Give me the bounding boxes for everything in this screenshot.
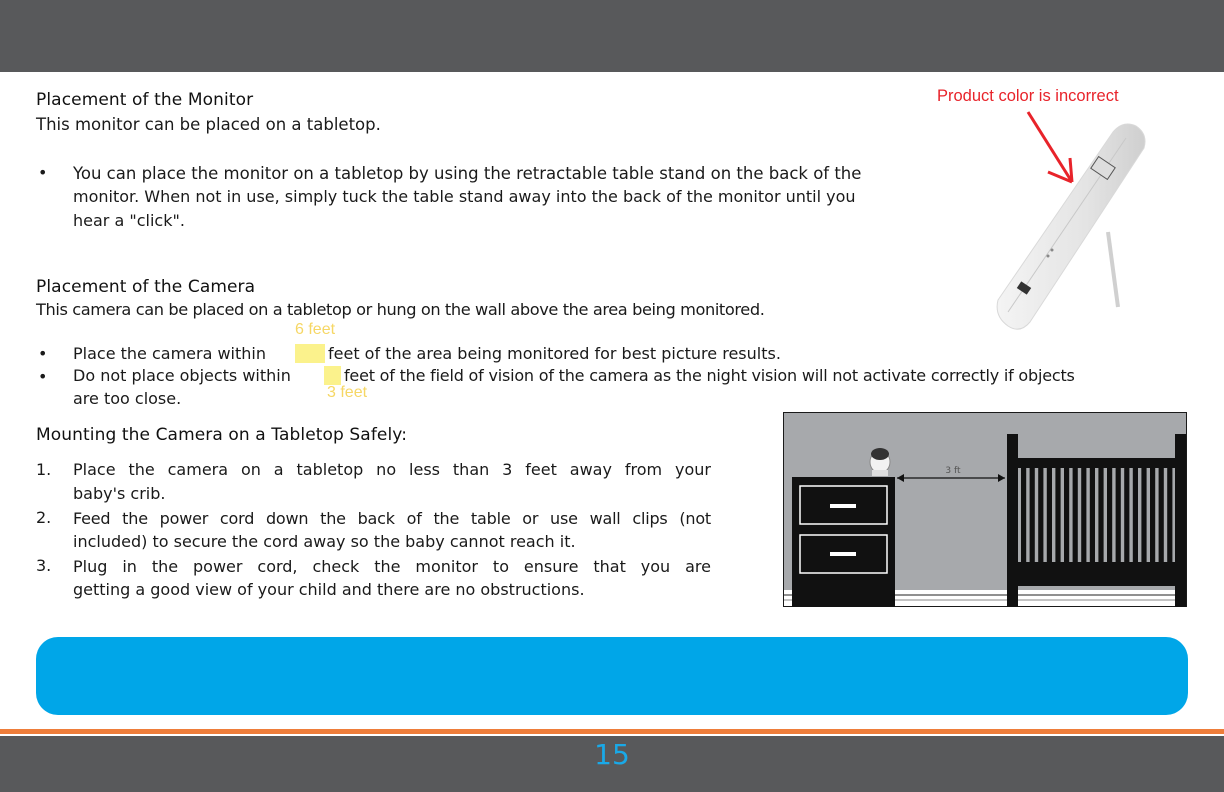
crib-slat	[1141, 468, 1146, 562]
step-number: 1.	[36, 460, 52, 479]
crib-slat	[1073, 468, 1078, 562]
blank-highlight	[295, 344, 325, 363]
crib-slat	[1167, 468, 1172, 562]
crib-slat	[1090, 468, 1095, 562]
header-bar	[0, 0, 1224, 72]
camera-bullet1-pre: Place the camera within	[73, 344, 266, 363]
step-1-line2: baby's crib.	[73, 484, 166, 503]
blank-highlight	[324, 366, 341, 385]
product-color-annotation: Product color is incorrect	[937, 87, 1119, 105]
page-number: 15	[594, 738, 630, 771]
monitor-bullet-line2: monitor. When not in use, simply tuck the table stand away into the back of the monitor until you	[73, 187, 856, 206]
monitor-heading: Placement of the Monitor	[36, 90, 254, 110]
monitor-bullet-line3: hear a "click".	[73, 211, 185, 230]
camera-heading: Placement of the Camera	[36, 277, 256, 297]
crib-slat	[1116, 468, 1121, 562]
step-2-line2: included) to secure the cord away so the baby cannot reach it.	[73, 532, 576, 551]
crib-slat	[1055, 468, 1060, 562]
camera-bullet2-pre: Do not place objects within	[73, 366, 291, 385]
crib-slat	[1150, 468, 1155, 562]
monitor-intro: This monitor can be placed on a tabletop.	[36, 115, 381, 134]
crib-slat	[1047, 468, 1052, 562]
crib-slat	[1159, 468, 1164, 562]
mounting-heading: Mounting the Camera on a Tabletop Safely:	[36, 425, 408, 445]
crib-slat	[1124, 468, 1129, 562]
monitor-bullet-line1: You can place the monitor on a tabletop by using the retractable table stand on the back of the	[73, 164, 862, 183]
step-3-line2: getting a good view of your child and there are no obstructions.	[73, 580, 585, 599]
distance-label: 3 ft	[945, 466, 961, 476]
step-number: 3.	[36, 556, 52, 575]
crib-slat	[1064, 468, 1069, 562]
bullet-symbol: •	[38, 163, 48, 182]
bullet-symbol: •	[38, 344, 48, 363]
bullet-symbol: •	[38, 367, 48, 386]
crib-slat	[1038, 468, 1043, 562]
crib-slat	[1098, 468, 1103, 562]
crib-slat	[1133, 468, 1138, 562]
step-1-line1: Place the camera on a tabletop no less than 3 feet away from your	[73, 460, 711, 479]
step-3-line1: Plug in the power cord, check the monitor to ensure that you are	[73, 557, 711, 576]
red-arrow-icon	[1020, 108, 1080, 188]
camera-bullet2-line2: are too close.	[73, 389, 182, 408]
camera-intro: This camera can be placed on a tabletop or hung on the wall above the area being monitored.	[36, 300, 765, 319]
crib-slat	[1021, 468, 1026, 562]
crib-distance-illustration	[783, 412, 1187, 607]
six-feet-annotation: 6 feet	[295, 321, 336, 338]
three-feet-annotation: 3 feet	[327, 384, 368, 401]
crib-slat	[1030, 468, 1035, 562]
crib-slat	[1081, 468, 1086, 562]
camera-bullet2-post: feet of the field of vision of the camera as the night vision will not activate correctly if objects	[344, 366, 1075, 385]
footer-rule	[0, 729, 1224, 734]
step-2-line1: Feed the power cord down the back of the table or use wall clips (not	[73, 509, 711, 528]
monitor-product-image	[978, 112, 1188, 342]
camera-bullet1-post: feet of the area being monitored for best picture results.	[328, 344, 781, 363]
step-number: 2.	[36, 508, 52, 527]
info-banner	[36, 637, 1188, 715]
crib-slat	[1107, 468, 1112, 562]
